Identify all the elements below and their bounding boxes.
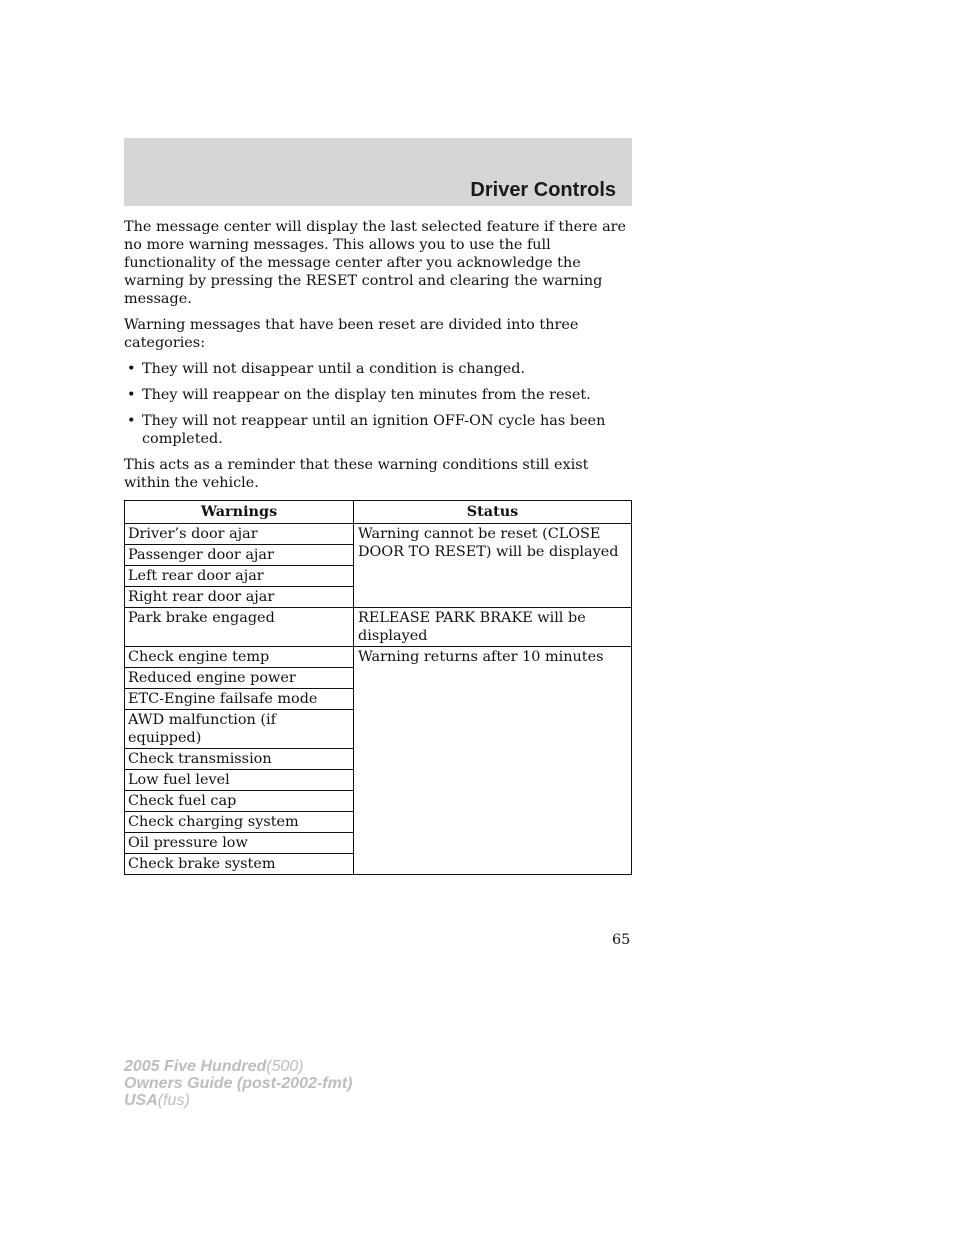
warning-cell: Left rear door ajar [125, 566, 354, 587]
warnings-table [124, 500, 632, 875]
footer-market-code: (fus) [157, 1092, 190, 1109]
warning-cell: Check transmission [125, 749, 354, 770]
warning-cell: Driver’s door ajar [125, 524, 354, 545]
header-warnings: Warnings [125, 501, 354, 524]
table-header-row [125, 501, 632, 524]
table-row [125, 647, 632, 668]
footer-line-1 [124, 1058, 352, 1075]
warning-cell: Check fuel cap [125, 791, 354, 812]
bullet-icon: • [127, 387, 136, 403]
footer-model-code: (500) [266, 1058, 304, 1075]
table-row [125, 608, 632, 647]
list-item [124, 386, 632, 404]
warning-cell: Oil pressure low [125, 833, 354, 854]
categories-list [124, 360, 632, 448]
warning-cell: Check brake system [125, 854, 354, 875]
footer-model: 2005 Five Hundred [124, 1058, 267, 1075]
warning-cell: Reduced engine power [125, 668, 354, 689]
table-row [125, 524, 632, 545]
status-cell: Warning cannot be reset (CLOSE DOOR TO RESET) will be displayed [354, 524, 632, 608]
warning-cell: Low fuel level [125, 770, 354, 791]
bullet-icon: • [127, 413, 136, 429]
list-item-text: They will reappear on the display ten minutes from the reset. [142, 387, 591, 403]
header-status: Status [354, 501, 632, 524]
warning-cell: Check engine temp [125, 647, 354, 668]
footer-market: USA [124, 1092, 158, 1109]
list-item [124, 412, 632, 448]
list-item-text: They will not reappear until an ignition OFF-ON cycle has been completed. [142, 413, 606, 447]
warning-cell: Passenger door ajar [125, 545, 354, 566]
warning-cell: Right rear door ajar [125, 587, 354, 608]
intro-paragraph: The message center will display the last selected feature if there are no more warning messages. This allows you to use the full functionality of the message center after you acknowledge the warning by pressing the RESET control and clearing the warning message. [124, 219, 627, 307]
warning-cell: ETC-Engine failsafe mode [125, 689, 354, 710]
page-content [124, 218, 632, 875]
status-cell: Warning returns after 10 minutes [354, 647, 632, 875]
categories-paragraph: Warning messages that have been reset are divided into three categories: [124, 317, 579, 351]
section-title: Driver Controls [470, 179, 616, 201]
section-header-band [124, 138, 632, 206]
list-item [124, 360, 632, 378]
reminder-paragraph: This acts as a reminder that these warning conditions still exist within the vehicle. [124, 457, 589, 491]
document-footer [124, 1058, 352, 1109]
warning-cell: AWD malfunction (if equipped) [125, 710, 354, 749]
page-number: 65 [612, 932, 631, 948]
bullet-icon: • [127, 361, 136, 377]
warning-cell: Park brake engaged [125, 608, 354, 647]
list-item-text: They will not disappear until a condition is changed. [142, 361, 526, 377]
warning-cell: Check charging system [125, 812, 354, 833]
footer-line-2: Owners Guide (post-2002-fmt) [124, 1075, 353, 1092]
status-cell: RELEASE PARK BRAKE will be displayed [354, 608, 632, 647]
footer-line-3 [124, 1092, 352, 1109]
